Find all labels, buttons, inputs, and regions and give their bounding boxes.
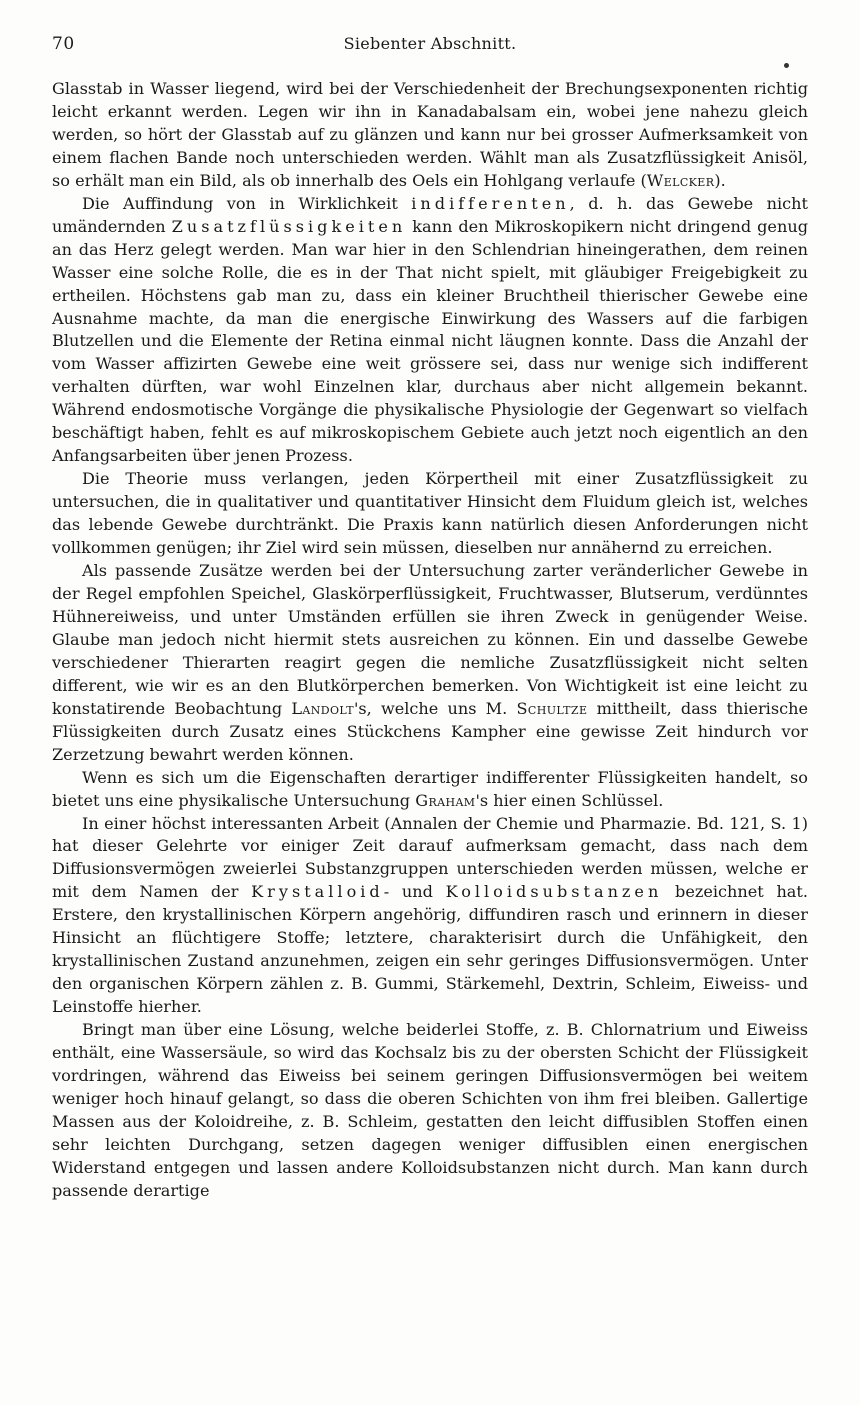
author-name: Graham xyxy=(415,790,476,810)
paragraph-2: Die Auffindung von in Wirklichkeit indifferenten, d. h. das Gewebe nicht umändernden Zusatzflüssigkeiten kann den Mikroskopikern nicht dringend genug an das Herz gelegt werden. Man war hier in den Schlendrian hineingerathen, dem reinen Wasser eine solche Rolle, die es in der That nicht spielt, mit gläubiger Freigebigkeit zu ertheilen. Höchstens gab man zu, dass ein kleiner Bruchtheil thierischer Gewebe eine Ausnahme machte, da man die energische Einwirkung des Wassers auf die farbigen Blutzellen und die Elemente der Retina einmal nicht läugnen konnte. Dass die Anzahl der vom Wasser affizirten Gewebe eine weit grössere sei, dass nur wenige sich indifferent verhalten dürften, war wohl Einzelnen klar, durchaus aber nicht allgemein bekannt. Während endosmotische Vorgänge die physikalische Physiologie der Gegenwart so vielfach beschäftigt haben, fehlt es auf mikroskopischem Gebiete auch jetzt noch eigentlich an den Anfangsarbeiten über jenen Prozess. xyxy=(52,193,808,466)
paragraph-1: Glasstab in Wasser liegend, wird bei der Verschiedenheit der Brechungsexponenten richtig leicht erkannt werden. Legen wir ihn in Kanadabalsam ein, wobei jene nahezu gleich werden, so hört der Glasstab auf zu glänzen und kann nur bei grosser Aufmerksamkeit von einem flachen Bande noch unterschieden werden. Wählt man als Zusatzflüssigkeit Anisöl, so erhält man ein Bild, als ob innerhalb des Oels ein Hohlgang verlaufe (Welcker). xyxy=(52,79,808,190)
page-header xyxy=(0,34,860,58)
paragraph-5: Wenn es sich um die Eigenschaften derartiger indifferenter Flüssigkeiten handelt, so bietet uns eine physikalische Untersuchung Graham's hier einen Schlüssel. xyxy=(52,767,808,810)
spaced-term: Zusatzflüssigkeiten xyxy=(171,216,407,236)
paragraph-7: Bringt man über eine Lösung, welche beiderlei Stoffe, z. B. Chlornatrium und Eiweiss enthält, eine Wassersäule, so wird das Kochsalz bis zu der obersten Schicht der Flüssigkeit vordringen, während das Eiweiss bei seinem geringen Diffusionsvermögen bei weitem weniger hoch hinauf gelangt, so dass die oberen Schichten von ihm frei bleiben. Gallertige Massen aus der Koloidreihe, z. B. Schleim, gestatten den leicht diffusiblen Stoffen einen sehr leichten Durchgang, setzen dagegen weniger diffusiblen einen energischen Widerstand entgegen und lassen andere Kolloidsubstanzen nicht durch. Man kann durch passende derartige xyxy=(52,1020,808,1200)
author-name: Landolt xyxy=(291,698,354,718)
body-text xyxy=(52,78,808,1203)
paragraph-4: Als passende Zusätze werden bei der Untersuchung zarter veränderlicher Gewebe in der Regel empfohlen Speichel, Glaskörperflüssigkeit, Fruchtwasser, Blutserum, verdünntes Hühnereiweiss, und unter Umständen erfüllen sie ihren Zweck in genügender Weise. Glaube man jedoch nicht hiermit stets ausreichen zu können. Ein und dasselbe Gewebe verschiedener Thierarten reagirt gegen die nemliche Zusatzflüssigkeit nicht selten different, wie wir es an den Blutkörperchen bemerken. Von Wichtigkeit ist eine leicht zu konstatirende Beobachtung Landolt's, welche uns M. Schultze mittheilt, dass thierische Flüssigkeiten durch Zusatz eines Stückchens Kampher eine gewisse Zeit hindurch vor Zerzetzung bewahrt werden können. xyxy=(52,561,808,764)
running-head: Siebenter Abschnitt. xyxy=(343,34,517,53)
spaced-term: Kolloidsubstanzen xyxy=(445,882,663,902)
paragraph-3: Die Theorie muss verlangen, jeden Körpertheil mit einer Zusatzflüssigkeit zu untersuchen, die in qualitativer und quantitativer Hinsicht dem Fluidum gleich ist, welches das lebende Gewebe durchtränkt. Die Praxis kann natürlich diesen Anforderungen nicht vollkommen genügen; ihr Ziel wird sein müssen, dieselben nur annähernd zu erreichen. xyxy=(52,469,808,558)
paragraph-6: In einer höchst interessanten Arbeit (Annalen der Chemie und Pharmazie. Bd. 121, S. 1) hat dieser Gelehrte vor einiger Zeit darauf aufmerksam gemacht, dass nach dem Diffusionsvermögen zweierlei Substanzgruppen unterschieden werden müssen, welche er mit dem Namen der Krystalloid- und Kolloidsubstanzen bezeichnet hat. Erstere, den krystallinischen Körpern angehörig, diffundiren rasch und erinnern in dieser Hinsicht an flüchtigere Stoffe; letztere, charakterisirt durch die Unfähigkeit, den krystallinischen Zustand anzunehmen, zeigen ein sehr geringes Diffusionsvermögen. Unter den organischen Körpern zählen z. B. Gummi, Stärkemehl, Dextrin, Schleim, Eiweiss- und Leinstoffe hierher. xyxy=(52,813,808,1017)
ink-speck xyxy=(784,63,789,68)
page-number: 70 xyxy=(52,34,75,54)
author-name: Schultze xyxy=(516,698,588,718)
spaced-term: indifferenten xyxy=(411,193,570,213)
author-name: Welcker xyxy=(646,170,715,190)
spaced-term: Krystalloid xyxy=(251,882,384,902)
